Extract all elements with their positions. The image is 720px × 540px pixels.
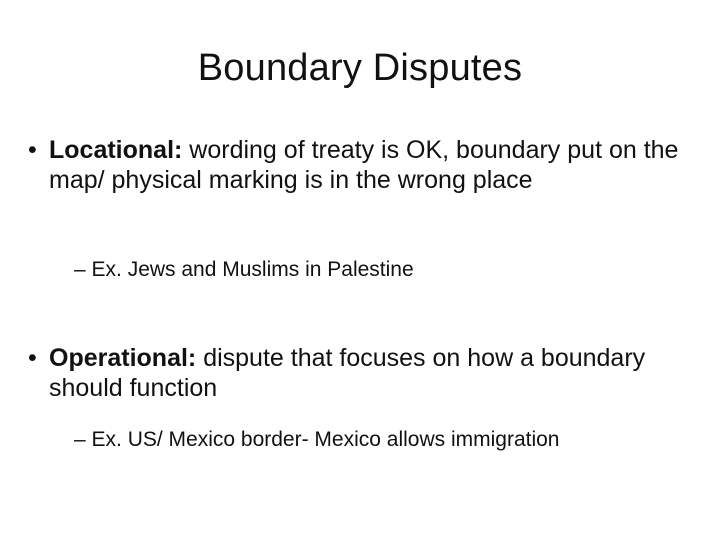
sub-bullet-locational (74, 257, 704, 283)
sub-bullet-operational (74, 427, 704, 453)
bullet-term: Locational: (49, 136, 183, 164)
bullet-marker: • (28, 136, 37, 164)
bullet-marker: • (28, 344, 37, 372)
bullet-body: dispute that focuses on how a boundary should function (49, 344, 646, 402)
bullet-body: wording of treaty is OK, boundary put on the map/ physical marking is in the wrong place (49, 136, 679, 194)
sub-bullet-marker: – (74, 258, 86, 281)
bullet-text (49, 343, 700, 403)
bullet-locational (28, 135, 700, 195)
bullet-operational (28, 343, 700, 403)
sub-bullet-text: Ex. Jews and Muslims in Palestine (85, 258, 414, 281)
slide-title: Boundary Disputes (197, 47, 523, 89)
bullet-term: Operational: (49, 344, 197, 372)
sub-bullet-marker: – (74, 428, 86, 451)
bullet-text (49, 135, 700, 195)
sub-bullet-text: Ex. US/ Mexico border- Mexico allows immigration (85, 428, 560, 451)
